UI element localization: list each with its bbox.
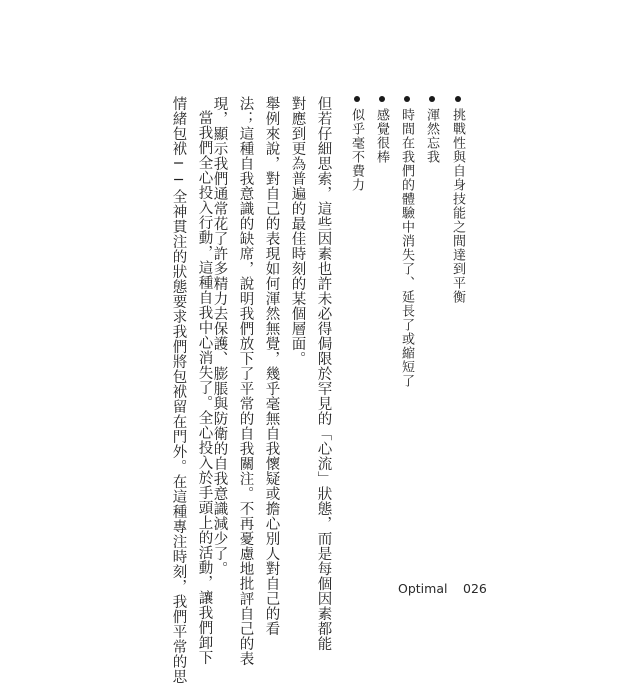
bullet-text: 似乎毫不費力 bbox=[349, 108, 364, 192]
bullet-dot-icon bbox=[429, 96, 435, 102]
paragraph-column: 法；這種自我意識的缺席，說明我們放下了平常的自我關注。不再憂慮地批評自己的表 bbox=[237, 96, 254, 666]
bullet-item-1 bbox=[451, 96, 464, 304]
page-number: 026 bbox=[463, 581, 487, 596]
bullet-item-4 bbox=[375, 96, 388, 164]
bullet-text: 時間在我們的體驗中消失了、延長了或縮短了 bbox=[399, 108, 414, 388]
bullet-item-2 bbox=[425, 96, 438, 164]
bullet-dot-icon bbox=[455, 96, 461, 102]
bullet-item-5 bbox=[350, 96, 363, 192]
paragraph-column: 情緒包袱──全神貫注的狀態要求我們將包袱留在門外。在這種專注時刻，我們平常的思 bbox=[170, 96, 187, 684]
paragraph-column: 對應到更為普遍的最佳時刻的某個層面。 bbox=[289, 96, 306, 366]
paragraph-column: 舉例來說，對自己的表現如何渾然無覺，幾乎毫無自我懷疑或擔心別人對自己的看 bbox=[263, 96, 280, 636]
bullet-text: 挑戰性與自身技能之間達到平衡 bbox=[450, 108, 465, 304]
bullet-dot-icon bbox=[354, 96, 360, 102]
bullet-item-3 bbox=[400, 96, 413, 388]
bullet-text: 感覺很棒 bbox=[374, 108, 389, 164]
paragraph-column: 現，顯示我們通常花了許多精力去保護、膨脹與防衛的自我意識減少了。 bbox=[211, 96, 228, 576]
paragraph-column: 當我們全心投入行動，這種自我中心消失了。全心投入於手頭上的活動，讓我們卸下 bbox=[196, 110, 213, 665]
bullet-text: 渾然忘我 bbox=[424, 108, 439, 164]
running-footer-title: Optimal bbox=[398, 581, 448, 596]
paragraph-column: 但若仔細思索，這些因素也許未必得侷限於罕見的「心流」狀態，而是每個因素都能 bbox=[315, 96, 332, 651]
bullet-dot-icon bbox=[379, 96, 385, 102]
bullet-dot-icon bbox=[404, 96, 410, 102]
